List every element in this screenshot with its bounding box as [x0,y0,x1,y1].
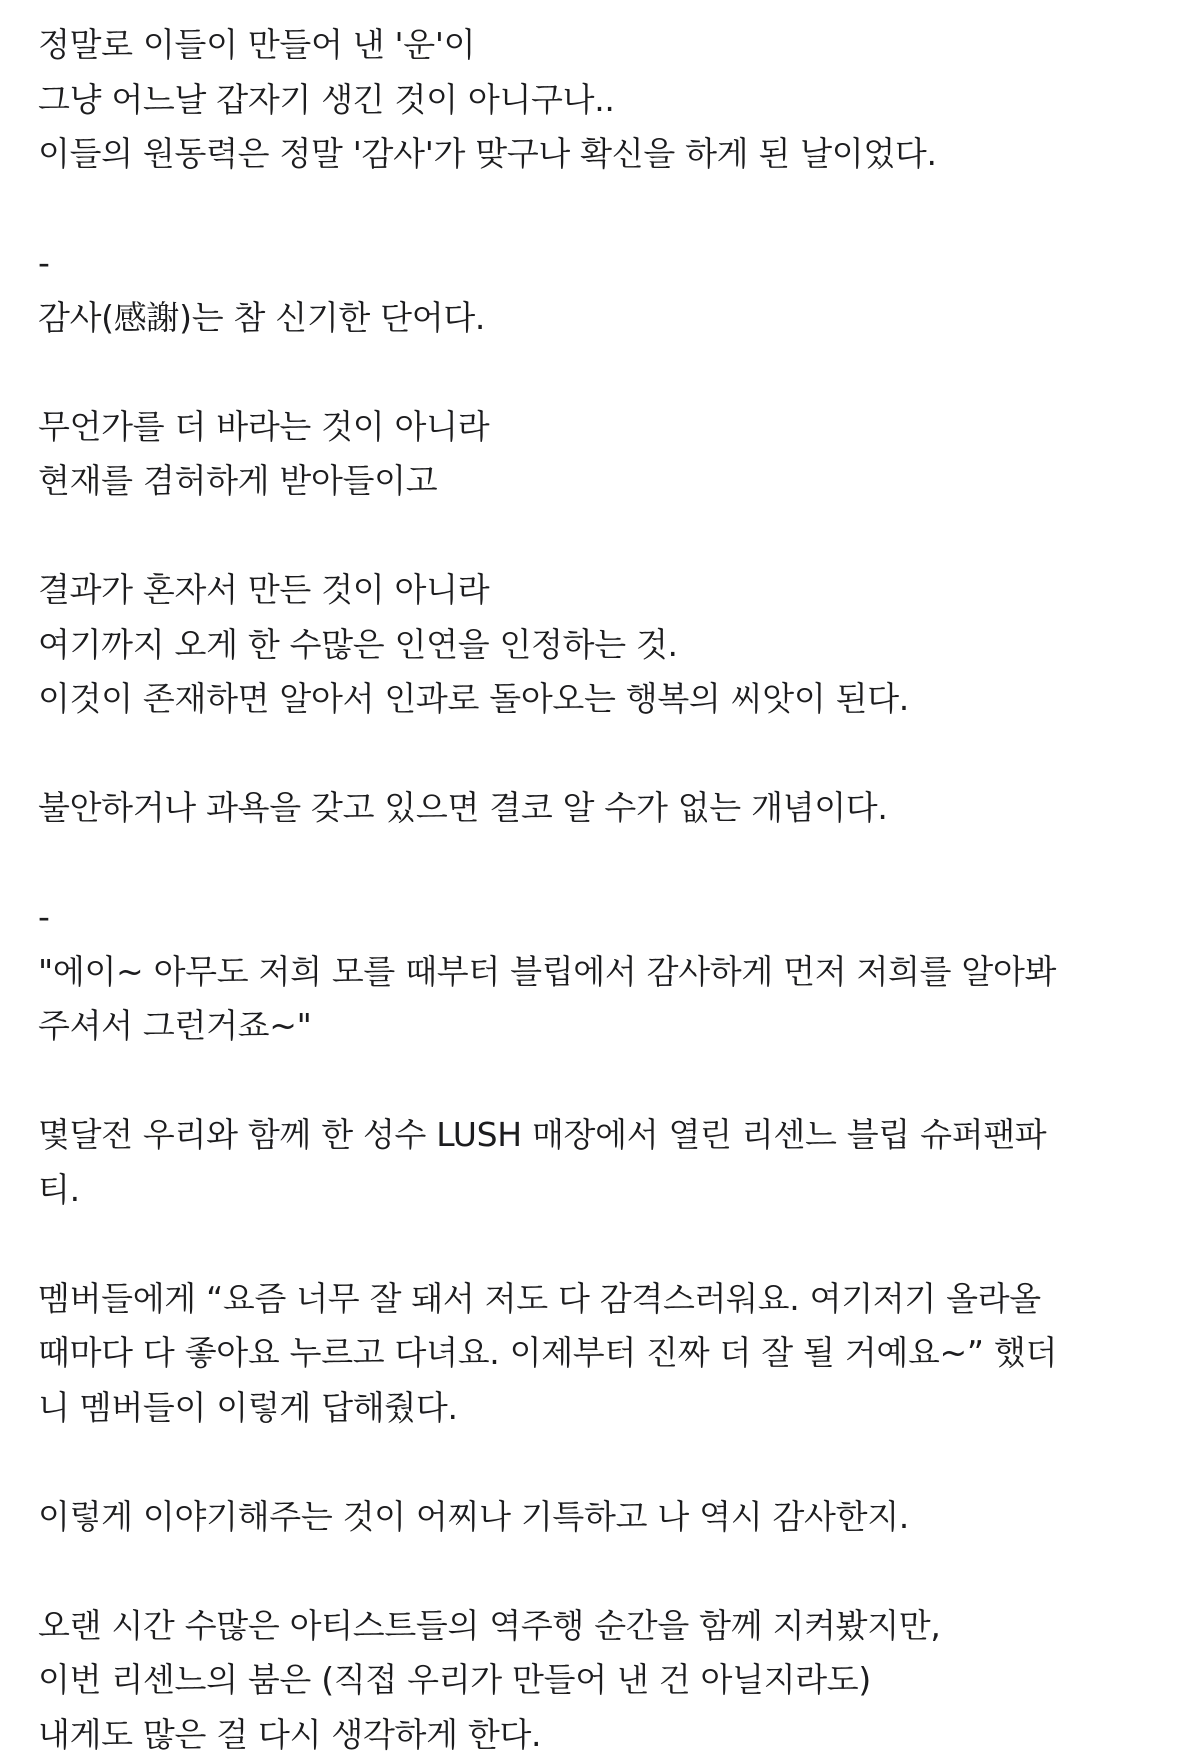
quote-line: 주셔서 그런거죠~" [38,999,1148,1054]
text-line: 몇달전 우리와 함께 한 성수 LUSH 매장에서 열린 리센느 블립 슈퍼팬파 [38,1108,1148,1163]
text-line: 그냥 어느날 갑자기 생긴 것이 아니구나.. [38,73,1148,128]
blank-line [38,1054,1148,1109]
text-line: 현재를 겸허하게 받아들이고 [38,454,1148,509]
text-line: 내게도 많은 걸 다시 생각하게 한다. [38,1708,1148,1762]
text-line: 티. [38,1163,1148,1218]
text-line: 불안하거나 과욕을 갖고 있으면 결코 알 수가 없는 개념이다. [38,781,1148,836]
blank-line [38,836,1148,891]
text-line: 이것이 존재하면 알아서 인과로 돌아오는 행복의 씨앗이 된다. [38,672,1148,727]
blank-line [38,1544,1148,1599]
text-line: 이들의 원동력은 정말 '감사'가 맞구나 확신을 하게 된 날이었다. [38,127,1148,182]
quote-line: "에이~ 아무도 저희 모를 때부터 블립에서 감사하게 먼저 저희를 알아봐 [38,945,1148,1000]
text-line: 때마다 다 좋아요 누르고 다녀요. 이제부터 진짜 더 잘 될 거예요~” 했더 [38,1326,1148,1381]
document-body [38,18,1148,1762]
blank-line [38,727,1148,782]
blank-line [38,182,1148,237]
text-line: 멤버들에게 “요즘 너무 잘 돼서 저도 다 감격스러워요. 여기저기 올라올 [38,1272,1148,1327]
section-divider: - [38,890,1148,945]
text-line: 여기까지 오게 한 수많은 인연을 인정하는 것. [38,618,1148,673]
text-line: 결과가 혼자서 만든 것이 아니라 [38,563,1148,618]
text-line: 무언가를 더 바라는 것이 아니라 [38,400,1148,455]
blank-line [38,1217,1148,1272]
text-line: 이렇게 이야기해주는 것이 어찌나 기특하고 나 역시 감사한지. [38,1490,1148,1545]
text-line: 감사(感謝)는 참 신기한 단어다. [38,291,1148,346]
section-divider: - [38,236,1148,291]
text-line: 니 멤버들이 이렇게 답해줬다. [38,1381,1148,1436]
text-line: 오랜 시간 수많은 아티스트들의 역주행 순간을 함께 지켜봤지만, [38,1599,1148,1654]
blank-line [38,509,1148,564]
text-line: 정말로 이들이 만들어 낸 '운'이 [38,18,1148,73]
blank-line [38,345,1148,400]
text-line: 이번 리센느의 붐은 (직접 우리가 만들어 낸 건 아닐지라도) [38,1653,1148,1708]
blank-line [38,1435,1148,1490]
